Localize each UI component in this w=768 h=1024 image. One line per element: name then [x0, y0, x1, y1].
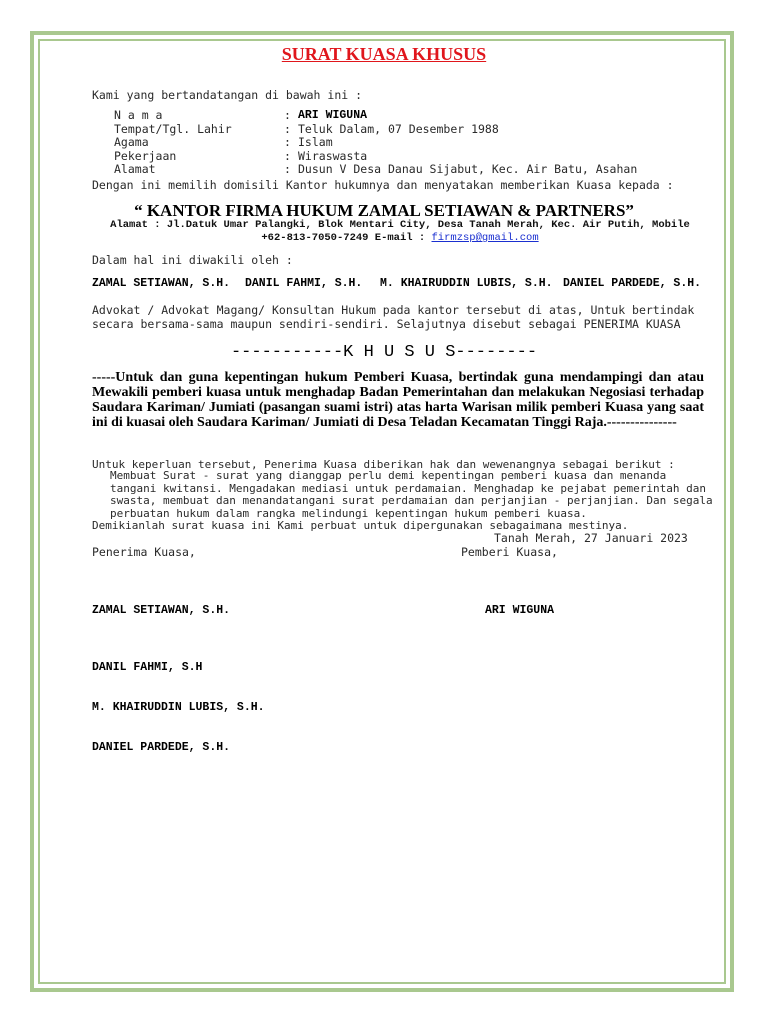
- identity-sep: :: [284, 108, 291, 122]
- purpose-line: tangani kwitansi. Mengadakan mediasi untuk perdamaian. Menghadap ke pejabat pemerintah dan: [110, 481, 707, 495]
- identity-value: Teluk Dalam, 07 Desember 1988: [298, 121, 499, 136]
- place-date: Tanah Merah, 27 Januari 2023: [494, 531, 688, 545]
- document-title: SURAT KUASA KHUSUS: [281, 44, 487, 64]
- firm-address: [100, 219, 700, 245]
- purpose-line: swasta, membuat dan menandatangani surat perdamaian dan perjanjian - perjanjian. Dan segala: [110, 494, 713, 507]
- lawyer-1: ZAMAL SETIAWAN, S.H.: [92, 277, 231, 290]
- identity-label: Agama: [114, 135, 149, 149]
- identity-row-religion: [114, 136, 637, 150]
- identity-sep: :: [284, 135, 291, 149]
- identity-label: Pekerjaan: [114, 148, 177, 163]
- signature-giver: ARI WIGUNA: [485, 604, 555, 617]
- identity-label: N a m a: [114, 108, 163, 122]
- identity-value: Dusun V Desa Danau Sijabut, Kec. Air Batu, Asahan: [298, 162, 638, 176]
- firm-name: “ KANTOR FIRMA HUKUM ZAMAL SETIAWAN & PARTNERS”: [134, 201, 634, 220]
- purpose-list: [110, 470, 713, 520]
- purpose-line: Membuat Surat - surat yang dianggap perlu demi kepentingan pemberi kuasa dan menanda: [110, 469, 667, 482]
- purpose-line: perbuatan hukum dalam rangka melindungi kepentingan hukum pemberi kuasa.: [110, 506, 587, 520]
- identity-sep: :: [284, 162, 291, 176]
- advokat-line-1: Advokat / Advokat Magang/ Konsultan Hukum pada kantor tersebut di atas, Untuk bertindak: [92, 303, 695, 317]
- body-paragraph: -----Untuk dan guna kepentingan hukum Pemberi Kuasa, bertindak guna mendampingi dan atau Mewakili pemberi kuasa untuk menghadap Badan Pemerintahan dan melakukan Negosiasi terhadap Saudara Kariman/ Jumiati (pasangan suami istri) atas harta Warisan milik pemberi Kuasa yang saat ini di kuasai oleh Saudara Kariman/ Jumiati di Desa Teladan Kecamatan Tinggi Raja.---------------: [92, 370, 704, 430]
- signature-receiver-4: DANIEL PARDEDE, S.H.: [92, 741, 231, 754]
- khusus-heading: -----------K H U S U S--------: [230, 343, 538, 362]
- identity-block: [114, 109, 637, 177]
- identity-label: Tempat/Tgl. Lahir: [114, 121, 232, 136]
- lawyer-4: DANIEL PARDEDE, S.H.: [563, 277, 702, 290]
- signature-receiver-3: M. KHAIRUDDIN LUBIS, S.H.: [92, 701, 265, 714]
- identity-row-job: [114, 150, 637, 164]
- identity-sep: :: [284, 121, 291, 136]
- identity-value: Wiraswasta: [298, 148, 368, 163]
- firm-address-text: Alamat : Jl.Datuk Umar Palangki, Blok Mentari City, Desa Tanah Merah, Kec. Air Putih, Mobile +62-813-7050-7249 E-mail :: [110, 219, 690, 244]
- lawyer-2: DANIL FAHMI, S.H.: [245, 277, 363, 290]
- identity-sep: :: [284, 148, 291, 163]
- advokat-line-2: secara bersama-sama maupun sendiri-sendiri. Selajutnya disebut sebagai PENERIMA KUASA: [92, 317, 681, 331]
- represented-text: Dalam hal ini diwakili oleh :: [92, 253, 293, 267]
- identity-row-name: [114, 109, 637, 123]
- signature-receiver-2: DANIL FAHMI, S.H: [92, 661, 203, 674]
- identity-value: ARI WIGUNA: [298, 109, 368, 122]
- domicile-text: Dengan ini memilih domisili Kantor hukumnya dan menyatakan memberikan Kuasa kepada :: [92, 178, 674, 192]
- receiver-label: Penerima Kuasa,: [92, 545, 196, 559]
- identity-row-address: [114, 163, 637, 177]
- signature-receiver-1: ZAMAL SETIAWAN, S.H.: [92, 604, 231, 617]
- giver-label: Pemberi Kuasa,: [461, 545, 558, 559]
- intro-text: Kami yang bertandatangan di bawah ini :: [92, 88, 363, 102]
- lawyer-3: M. KHAIRUDDIN LUBIS, S.H.: [380, 277, 553, 290]
- closing-text: Demikianlah surat kuasa ini Kami perbuat untuk dipergunakan sebagaimana mestinya.: [92, 519, 629, 532]
- identity-row-birth: [114, 123, 637, 137]
- firm-email-link[interactable]: firmzsp@gmail.com: [431, 232, 539, 244]
- purpose-intro: Untuk keperluan tersebut, Penerima Kuasa diberikan hak dan wewenangnya sebagai berikut :: [92, 458, 675, 471]
- identity-value: Islam: [298, 135, 333, 149]
- identity-label: Alamat: [114, 162, 156, 176]
